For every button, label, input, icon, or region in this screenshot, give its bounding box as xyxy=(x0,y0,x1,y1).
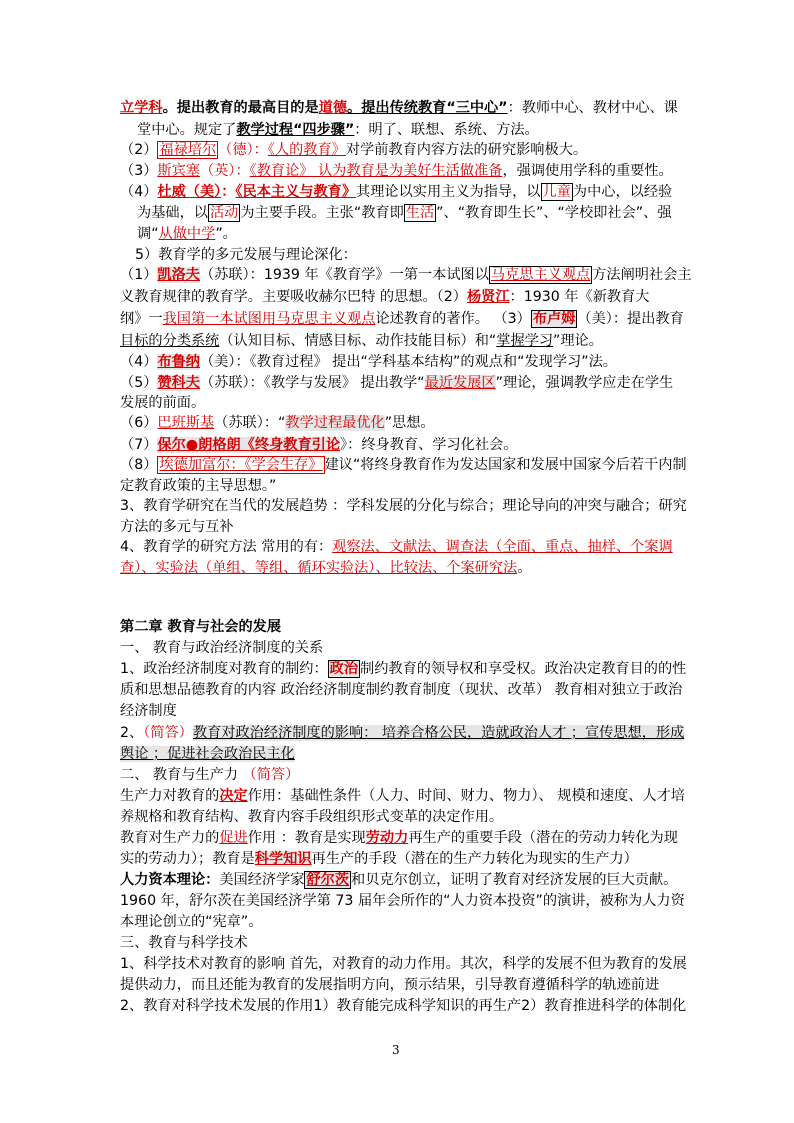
text-line xyxy=(120,331,603,351)
text-segment: （苏联）：1939 年《教育学》一第一本试图以 xyxy=(199,267,489,283)
text-segment: 方法阐明社会主 xyxy=(592,267,692,283)
text-segment: 生活 xyxy=(405,205,435,221)
text-segment: 再生产的重要手段（潜在的劳动力转化为现 xyxy=(408,830,678,846)
text-segment: ”理论。 xyxy=(553,333,603,349)
text-segment: 马克思主义观点 xyxy=(490,267,591,283)
text-line xyxy=(120,517,234,537)
text-segment: （4） xyxy=(120,354,158,370)
text-segment: （4） xyxy=(120,184,158,200)
text-line xyxy=(135,245,357,265)
text-segment: 我国第一本试图用马克思主义观点 xyxy=(162,311,376,327)
text-segment: （3） xyxy=(120,163,158,179)
text-segment: （美）：《教育过程》 提出“学科基本结构”的观点和“发现学习”法。 xyxy=(199,354,617,370)
text-segment: （6） xyxy=(120,415,158,431)
text-segment: （8） xyxy=(120,457,158,473)
text-segment: 立学科 xyxy=(120,100,163,116)
text-segment: 查）、实验法（单组、等组、循环实验法）、比较法、个案研究法 xyxy=(120,560,518,576)
text-segment: 杜威（美） xyxy=(157,184,222,200)
text-segment: ： xyxy=(221,184,236,200)
text-line xyxy=(120,680,682,700)
text-segment: 最近发展区 xyxy=(424,375,496,391)
text-segment: 经济制度 xyxy=(120,703,177,719)
text-segment: 2、教育对科学技术发展的作用1）教育能完成科学知识的再生产2）教育推进科学的体制化 xyxy=(120,998,687,1014)
text-segment: 》：终身教育、学习化社会。 xyxy=(340,437,518,453)
text-segment: （7） xyxy=(120,437,158,453)
text-segment: 赞科夫 xyxy=(157,375,200,391)
text-segment: 斯宾塞 xyxy=(157,163,200,179)
text-segment: ”理论，强调教学应走在学生 xyxy=(495,375,674,391)
text-segment: 三、教育与科学技术 xyxy=(120,935,248,951)
text-segment: 从做中学 xyxy=(158,226,216,242)
text-segment: 保尔●朗格朗《终身教育引论 xyxy=(157,437,341,453)
text-segment: 发展的前面。 xyxy=(120,395,206,411)
text-line xyxy=(120,849,638,869)
text-line xyxy=(120,659,686,679)
text-line xyxy=(120,786,685,806)
text-segment: 福禄培尔 xyxy=(159,142,217,158)
text-segment: 实的劳动力）；教育是 xyxy=(120,851,255,867)
text-line xyxy=(120,373,673,393)
text-segment: （1） xyxy=(120,267,158,283)
text-line xyxy=(137,224,237,244)
text-line xyxy=(120,309,684,329)
text-segment: （德）： xyxy=(218,142,268,158)
text-line xyxy=(120,537,673,557)
text-segment: 调“ xyxy=(137,226,159,242)
text-line xyxy=(120,558,531,578)
text-line xyxy=(120,723,684,743)
text-segment: （认知目标、情感目标、动作技能目标）和“ xyxy=(219,333,497,349)
text-line xyxy=(120,265,692,285)
text-segment: 养规格和教育结构、教育内容手段组织形式变革的决定作用。 xyxy=(120,809,504,825)
text-line xyxy=(120,807,503,827)
text-segment: ：1930 年《新教育大 xyxy=(509,289,650,305)
text-line xyxy=(120,496,687,516)
text-segment: 生产力对教育的 xyxy=(120,788,220,804)
text-line xyxy=(120,996,686,1016)
text-line xyxy=(120,413,435,433)
text-line xyxy=(120,933,248,953)
text-segment: 《人的教育》 xyxy=(267,142,346,158)
text-segment: 为中心，以经验 xyxy=(572,184,673,200)
text-segment: ”、“教育即生长”、“学校即社会”、强 xyxy=(436,205,672,221)
text-line xyxy=(120,701,177,721)
text-segment: 堂中心。规定了 xyxy=(137,122,237,138)
text-segment: 政治 xyxy=(329,661,359,677)
text-segment: 纲》一 xyxy=(120,311,163,327)
text-segment: 二、 教育与生产力 xyxy=(120,767,243,783)
text-segment: ”。 xyxy=(215,226,237,242)
text-segment: 1、政治经济制度对教育的制约： xyxy=(120,661,328,677)
text-line xyxy=(120,161,673,181)
text-segment: 为基础，以 xyxy=(137,205,208,221)
text-segment: 一、 教育与政治经济制度的关系 xyxy=(120,640,324,656)
text-line xyxy=(120,912,262,932)
text-segment: 巴班斯基 xyxy=(157,415,215,431)
text-segment: 布卢姆 xyxy=(532,311,576,327)
text-segment: 促进 xyxy=(219,830,248,846)
text-segment: 作用 ：教育是实现 xyxy=(247,830,366,846)
text-segment: 《民本主义与教育》 xyxy=(235,184,357,200)
text-segment: 提供动力，而且还能为教育的发展指明方向，预示结果，引导教育遵循科学的轨迹前进 xyxy=(120,977,660,993)
text-segment: 观察法、文献法、调查法（全面、重点、抽样、个案调 xyxy=(332,539,673,555)
text-segment: 决定 xyxy=(219,788,248,804)
text-segment: 第二章 教育与社会的发展 xyxy=(120,619,282,635)
text-segment: 埃德加富尔：《学会生存》 xyxy=(159,457,323,473)
text-segment: 方法的多元与互补 xyxy=(120,519,234,535)
page-number: 3 xyxy=(392,1043,400,1057)
text-segment: 儿童 xyxy=(542,184,571,200)
text-segment: ”思想。 xyxy=(384,415,435,431)
text-line xyxy=(120,435,517,455)
text-line xyxy=(120,287,649,307)
text-line xyxy=(120,455,687,475)
text-segment: （简答） xyxy=(242,767,300,783)
text-line xyxy=(120,744,295,764)
text-segment: 3、教育学研究在当代的发展趋势 ：学科发展的分化与综合；理论导向的冲突与融合；研究 xyxy=(120,498,687,514)
text-segment: 定教育政策的主导思想。” xyxy=(120,478,277,494)
text-segment: 作用：基础性条件（人力、时间、财力、物力）、 规模和速度、人才培 xyxy=(247,788,685,804)
text-line xyxy=(120,975,659,995)
text-segment: ，强调使用学科的重要性。 xyxy=(502,163,673,179)
text-segment: 科学知识 xyxy=(254,851,312,867)
text-line xyxy=(120,954,687,974)
text-segment: （美）：提出教育 xyxy=(577,311,684,327)
text-segment: 和贝克尔创立，证明了教育对经济发展的巨大贡献。 xyxy=(351,872,678,888)
text-segment: 舒尔茨 xyxy=(306,872,350,888)
text-line xyxy=(120,476,276,496)
text-line xyxy=(120,828,678,848)
text-segment: 杨贤江 xyxy=(466,289,510,305)
text-segment: 本理论创立的“宪章”。 xyxy=(120,914,263,930)
text-segment: 2、 xyxy=(120,725,144,741)
text-line xyxy=(120,182,672,202)
text-segment: （苏联）：《教学与发展》 提出教学“ xyxy=(199,375,425,391)
text-segment: 5）教育学的多元发展与理论深化： xyxy=(135,247,357,263)
text-segment: 。提出教育的最高目的是 xyxy=(162,100,319,116)
text-segment: 对学前教育内容方法的研究影响极大。 xyxy=(345,142,588,158)
text-segment: 其理论以实用主义为指导，以 xyxy=(356,184,541,200)
text-segment: 舆论 ；促进社会政治民主化 xyxy=(120,746,295,762)
text-segment: 质和思想品德教育的内容 政治经济制度制约教育制度（现状、改革） 教育相对独立于政治 xyxy=(120,682,683,698)
text-segment: 4、教育学的研究方法 常用的有： xyxy=(120,539,333,555)
text-segment: 人力资本理论： xyxy=(120,872,220,888)
text-line xyxy=(120,638,323,658)
text-segment: 掌握学习 xyxy=(496,333,554,349)
text-segment: 道德 xyxy=(318,100,348,116)
text-segment: 义教育规律的教育学。主要吸收赫尔巴特 的思想。（2） xyxy=(120,289,467,305)
text-segment: 论述教育的著作。 （3） xyxy=(375,311,531,327)
text-segment: 凯洛夫 xyxy=(157,267,200,283)
text-line xyxy=(120,765,299,785)
text-segment: 目标的分类系统 xyxy=(120,333,220,349)
text-segment: 再生产的手段（潜在的生产力转化为现实的生产力） xyxy=(311,851,638,867)
text-line xyxy=(120,617,281,637)
text-segment: 《教育论》 认为教育是为美好生活做准备 xyxy=(249,163,503,179)
text-segment: 建议“将终身教育作为发达国家和发展中国家今后若干内制 xyxy=(324,457,687,473)
text-segment: （英）： xyxy=(199,163,250,179)
text-line xyxy=(120,393,205,413)
text-segment: ：明了、联想、系统、方法。 xyxy=(354,122,539,138)
text-segment: 教育对政治经济制度的影响： 培养合格公民，造就政治人才 ；宣传思想，形成 xyxy=(192,725,685,741)
text-segment: 活动 xyxy=(209,205,239,221)
text-line xyxy=(120,352,617,372)
text-segment: 。 xyxy=(517,560,532,576)
text-line xyxy=(120,98,678,118)
text-segment: （简答） xyxy=(143,725,193,741)
text-segment: （5） xyxy=(120,375,158,391)
text-segment: 教学过程“四步骤” xyxy=(236,122,355,138)
text-line xyxy=(137,203,672,223)
text-segment: 教学过程最优化 xyxy=(285,415,385,431)
text-segment: 为主要手段。主张“教育即 xyxy=(240,205,404,221)
text-segment: （2） xyxy=(120,142,158,158)
text-segment: 劳动力 xyxy=(365,830,409,846)
text-line xyxy=(120,140,587,160)
text-segment: 教育对生产力的 xyxy=(120,830,220,846)
text-line xyxy=(137,120,539,140)
text-segment: 。提出传统教育“三中心” xyxy=(347,100,508,116)
text-line xyxy=(120,891,685,911)
text-segment: （苏联）：“ xyxy=(214,415,286,431)
text-segment: 布鲁纳 xyxy=(157,354,200,370)
text-segment: 1、科学技术对教育的影响 首先，对教育的动力作用。其次，科学的发展不但为教育的发展 xyxy=(120,956,687,972)
text-segment: 制约教育的领导权和享受权。政治决定教育目的的性 xyxy=(360,661,687,677)
text-segment: ：教师中心、教材中心、课 xyxy=(507,100,678,116)
text-segment: 美国经济学家 xyxy=(219,872,305,888)
text-line xyxy=(120,870,677,890)
text-segment: 1960 年，舒尔茨在美国经济学第 73 届年会所作的“人力资本投资”的演讲，被称为人力资 xyxy=(120,893,685,909)
